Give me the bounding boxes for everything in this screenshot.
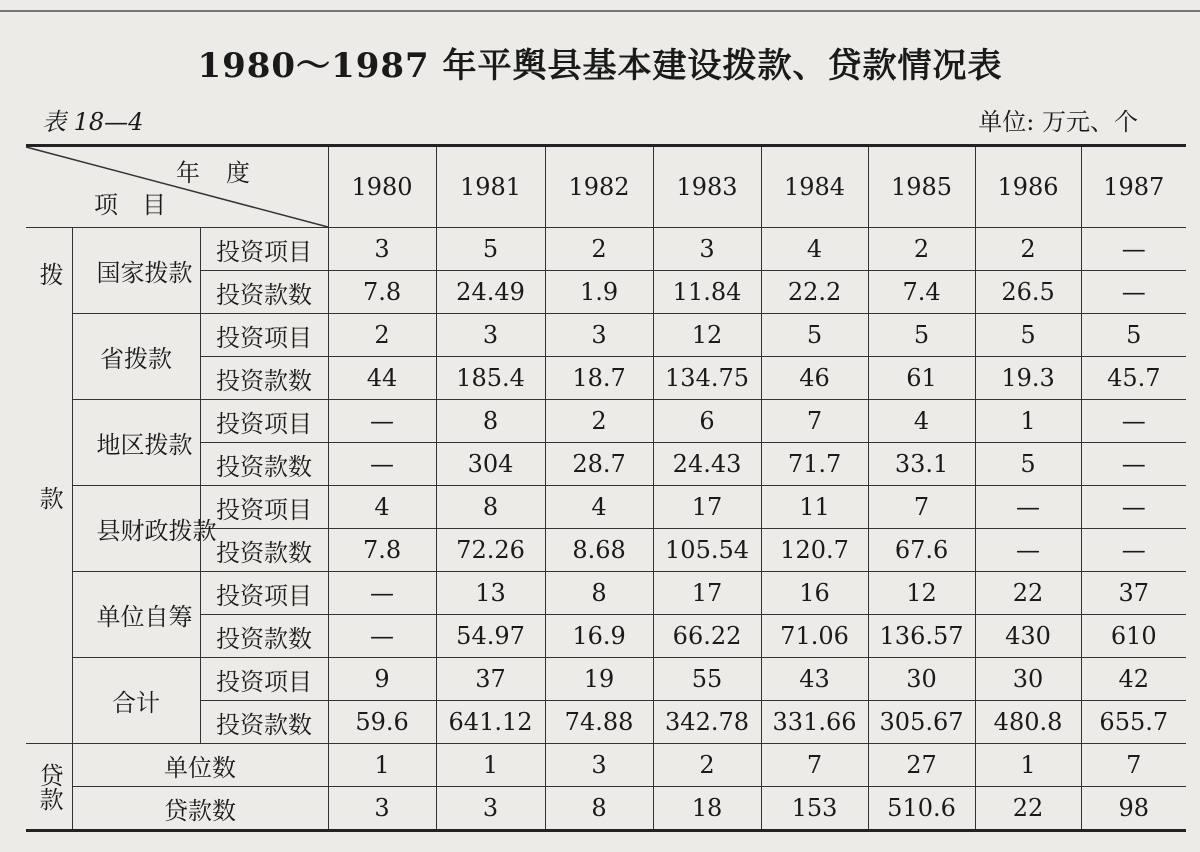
value-cell: 4 xyxy=(545,486,653,529)
value-cell: 7 xyxy=(761,400,868,443)
value-cell: 430 xyxy=(975,615,1081,658)
value-cell: 1 xyxy=(436,744,545,787)
value-cell: 4 xyxy=(328,486,436,529)
table-row xyxy=(26,787,1186,831)
value-cell: 2 xyxy=(975,228,1081,271)
row-label: 投资项目 xyxy=(200,228,328,271)
value-cell: 44 xyxy=(328,357,436,400)
value-cell: 1 xyxy=(328,744,436,787)
value-cell: 3 xyxy=(545,744,653,787)
table-row xyxy=(26,486,1186,529)
value-cell: 7 xyxy=(1081,744,1186,787)
value-cell: 22 xyxy=(975,787,1081,831)
value-cell: 8.68 xyxy=(545,529,653,572)
value-cell: 2 xyxy=(653,744,761,787)
value-cell: — xyxy=(975,486,1081,529)
value-cell: 11 xyxy=(761,486,868,529)
value-cell: 2 xyxy=(545,400,653,443)
category-bokuan: 拨款 xyxy=(26,228,72,744)
top-rule xyxy=(0,10,1200,12)
value-cell: 3 xyxy=(653,228,761,271)
row-label: 投资项目 xyxy=(200,572,328,615)
value-cell: 24.49 xyxy=(436,271,545,314)
value-cell: 55 xyxy=(653,658,761,701)
category-daikuan: 贷款 xyxy=(26,744,72,831)
value-cell: 480.8 xyxy=(975,701,1081,744)
value-cell: 9 xyxy=(328,658,436,701)
value-cell: 61 xyxy=(868,357,975,400)
group-label: 地区拨款 xyxy=(72,400,200,486)
value-cell: 136.57 xyxy=(868,615,975,658)
value-cell: 30 xyxy=(868,658,975,701)
value-cell: 641.12 xyxy=(436,701,545,744)
value-cell: 153 xyxy=(761,787,868,831)
value-cell: — xyxy=(1081,443,1186,486)
table-row xyxy=(26,314,1186,357)
statistics-table xyxy=(26,144,1186,832)
table-row xyxy=(26,615,1186,658)
value-cell: 8 xyxy=(545,572,653,615)
value-cell: 655.7 xyxy=(1081,701,1186,744)
value-cell: 331.66 xyxy=(761,701,868,744)
value-cell: 46 xyxy=(761,357,868,400)
table-row xyxy=(26,400,1186,443)
value-cell: 16.9 xyxy=(545,615,653,658)
value-cell: 7 xyxy=(868,486,975,529)
corner-cell xyxy=(26,146,328,228)
value-cell: 610 xyxy=(1081,615,1186,658)
table-row xyxy=(26,271,1186,314)
table-row xyxy=(26,443,1186,486)
table-row xyxy=(26,744,1186,787)
row-label: 单位数 xyxy=(72,744,328,787)
value-cell: 2 xyxy=(868,228,975,271)
row-label: 投资款数 xyxy=(200,357,328,400)
value-cell: 305.67 xyxy=(868,701,975,744)
table-row xyxy=(26,357,1186,400)
row-label: 投资款数 xyxy=(200,701,328,744)
value-cell: 18 xyxy=(653,787,761,831)
table-row xyxy=(26,572,1186,615)
row-label: 投资款数 xyxy=(200,443,328,486)
value-cell: 1 xyxy=(975,400,1081,443)
value-cell: 28.7 xyxy=(545,443,653,486)
row-label: 投资项目 xyxy=(200,314,328,357)
value-cell: 7 xyxy=(761,744,868,787)
value-cell: 45.7 xyxy=(1081,357,1186,400)
value-cell: 5 xyxy=(436,228,545,271)
value-cell: 37 xyxy=(436,658,545,701)
row-label: 投资项目 xyxy=(200,658,328,701)
value-cell: — xyxy=(1081,529,1186,572)
year-header-1985: 1985 xyxy=(868,146,975,228)
value-cell: — xyxy=(1081,400,1186,443)
value-cell: 6 xyxy=(653,400,761,443)
value-cell: 43 xyxy=(761,658,868,701)
value-cell: 18.7 xyxy=(545,357,653,400)
value-cell: 5 xyxy=(1081,314,1186,357)
value-cell: — xyxy=(1081,486,1186,529)
value-cell: 26.5 xyxy=(975,271,1081,314)
group-label: 合计 xyxy=(72,658,200,744)
group-label: 县财政拨款 xyxy=(72,486,200,572)
year-header-1980: 1980 xyxy=(328,146,436,228)
value-cell: 72.26 xyxy=(436,529,545,572)
row-label: 贷款数 xyxy=(72,787,328,831)
value-cell: 17 xyxy=(653,572,761,615)
value-cell: 19 xyxy=(545,658,653,701)
value-cell: 7.4 xyxy=(868,271,975,314)
value-cell: 67.6 xyxy=(868,529,975,572)
value-cell: 5 xyxy=(975,443,1081,486)
value-cell: 342.78 xyxy=(653,701,761,744)
row-label: 投资项目 xyxy=(200,400,328,443)
value-cell: 71.7 xyxy=(761,443,868,486)
value-cell: 5 xyxy=(868,314,975,357)
group-label: 单位自筹 xyxy=(72,572,200,658)
value-cell: 12 xyxy=(653,314,761,357)
value-cell: 54.97 xyxy=(436,615,545,658)
corner-year-label: 年度 xyxy=(176,159,276,187)
header-row xyxy=(26,146,1186,228)
year-header-1984: 1984 xyxy=(761,146,868,228)
value-cell: 8 xyxy=(545,787,653,831)
table-number: 表 18—4 xyxy=(42,108,144,136)
row-label: 投资款数 xyxy=(200,529,328,572)
value-cell: 5 xyxy=(761,314,868,357)
year-header-1981: 1981 xyxy=(436,146,545,228)
year-header-1987: 1987 xyxy=(1081,146,1186,228)
value-cell: 185.4 xyxy=(436,357,545,400)
value-cell: 12 xyxy=(868,572,975,615)
corner-item-label: 项目 xyxy=(94,191,190,219)
value-cell: 304 xyxy=(436,443,545,486)
value-cell: — xyxy=(328,572,436,615)
value-cell: 16 xyxy=(761,572,868,615)
value-cell: 13 xyxy=(436,572,545,615)
value-cell: — xyxy=(1081,271,1186,314)
group-label: 省拨款 xyxy=(72,314,200,400)
value-cell: 42 xyxy=(1081,658,1186,701)
value-cell: 1 xyxy=(975,744,1081,787)
value-cell: 3 xyxy=(436,314,545,357)
value-cell: — xyxy=(328,400,436,443)
unit-label: 单位: 万元、个 xyxy=(978,108,1138,136)
group-label: 国家拨款 xyxy=(72,228,200,314)
value-cell: — xyxy=(328,615,436,658)
value-cell: 74.88 xyxy=(545,701,653,744)
value-cell: — xyxy=(328,443,436,486)
table-row xyxy=(26,228,1186,271)
value-cell: 33.1 xyxy=(868,443,975,486)
value-cell: 66.22 xyxy=(653,615,761,658)
value-cell: 22.2 xyxy=(761,271,868,314)
table-row xyxy=(26,701,1186,744)
value-cell: 2 xyxy=(328,314,436,357)
value-cell: 3 xyxy=(328,787,436,831)
value-cell: 4 xyxy=(761,228,868,271)
value-cell: — xyxy=(975,529,1081,572)
value-cell: 510.6 xyxy=(868,787,975,831)
value-cell: 37 xyxy=(1081,572,1186,615)
value-cell: 8 xyxy=(436,400,545,443)
value-cell: 98 xyxy=(1081,787,1186,831)
value-cell: 120.7 xyxy=(761,529,868,572)
value-cell: 27 xyxy=(868,744,975,787)
value-cell: 3 xyxy=(328,228,436,271)
value-cell: 71.06 xyxy=(761,615,868,658)
value-cell: 4 xyxy=(868,400,975,443)
value-cell: — xyxy=(1081,228,1186,271)
value-cell: 8 xyxy=(436,486,545,529)
value-cell: 1.9 xyxy=(545,271,653,314)
value-cell: 11.84 xyxy=(653,271,761,314)
value-cell: 2 xyxy=(545,228,653,271)
value-cell: 105.54 xyxy=(653,529,761,572)
value-cell: 5 xyxy=(975,314,1081,357)
value-cell: 30 xyxy=(975,658,1081,701)
value-cell: 22 xyxy=(975,572,1081,615)
table-row xyxy=(26,658,1186,701)
value-cell: 59.6 xyxy=(328,701,436,744)
row-label: 投资款数 xyxy=(200,615,328,658)
value-cell: 7.8 xyxy=(328,529,436,572)
year-header-1986: 1986 xyxy=(975,146,1081,228)
row-label: 投资项目 xyxy=(200,486,328,529)
table-title: 1980～1987 年平舆县基本建设拨款、贷款情况表 xyxy=(197,46,1003,86)
value-cell: 3 xyxy=(545,314,653,357)
value-cell: 134.75 xyxy=(653,357,761,400)
value-cell: 19.3 xyxy=(975,357,1081,400)
row-label: 投资款数 xyxy=(200,271,328,314)
value-cell: 7.8 xyxy=(328,271,436,314)
year-header-1983: 1983 xyxy=(653,146,761,228)
year-header-1982: 1982 xyxy=(545,146,653,228)
value-cell: 24.43 xyxy=(653,443,761,486)
value-cell: 17 xyxy=(653,486,761,529)
value-cell: 3 xyxy=(436,787,545,831)
